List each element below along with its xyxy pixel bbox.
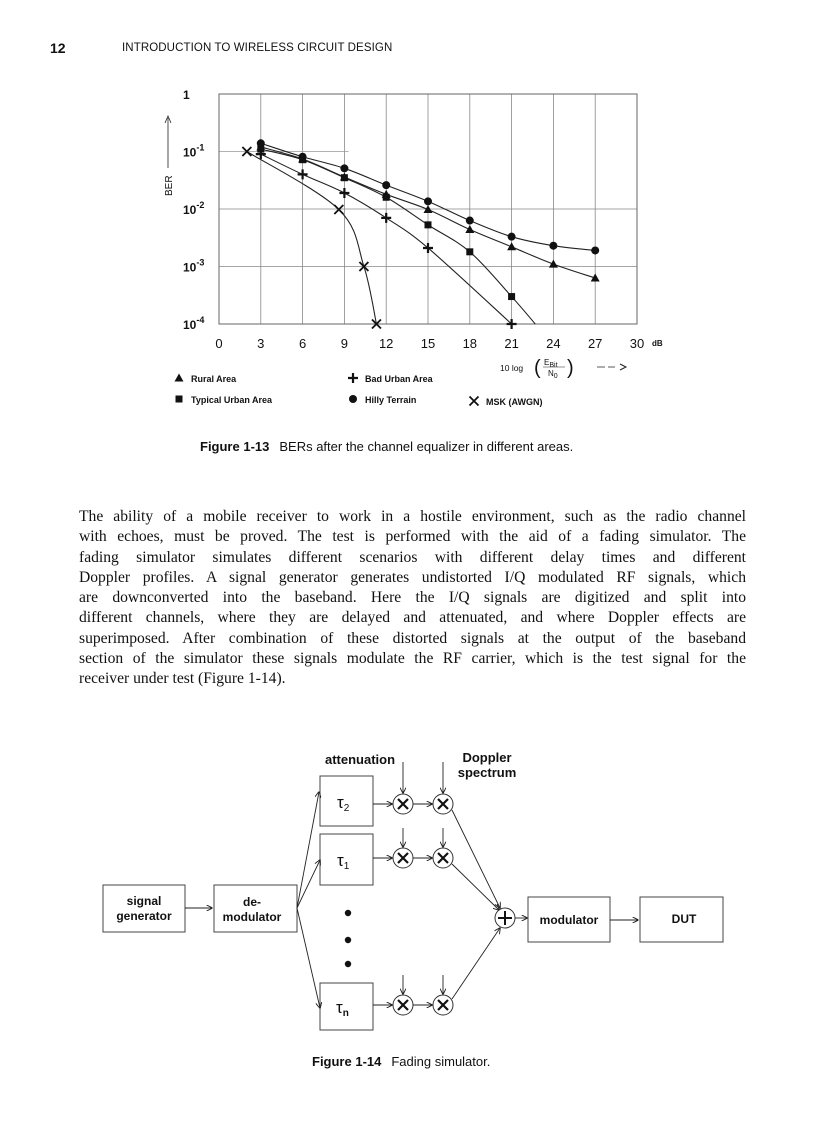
circle-marker — [549, 242, 557, 250]
x-tick-label: 3 — [257, 336, 265, 351]
fading-simulator-diagram — [0, 740, 816, 1050]
circle-marker — [382, 181, 390, 189]
body-line: different channels, where they are delayed and attenuated, and where Doppler effects are — [79, 609, 746, 627]
ellipsis-dot — [345, 937, 351, 943]
circle-marker — [591, 246, 599, 254]
body-line: Doppler profiles. A signal generator generates undistorted I/Q modulated RF signals, which — [79, 568, 746, 586]
chart-series — [242, 139, 599, 329]
body-line: superimposed. After combination of these distorted signals at the output of the baseband — [79, 629, 746, 647]
x-tick-label: 15 — [420, 336, 436, 351]
tau1-label: τ1 — [337, 851, 350, 872]
series-line — [247, 152, 377, 325]
body-paragraph — [79, 507, 746, 690]
plus-marker — [381, 213, 391, 223]
attenuation-label: attenuation — [324, 752, 396, 767]
chart-axes — [164, 88, 663, 380]
demodulator-label-2: modulator — [222, 910, 282, 924]
legend-label: Bad Urban Area — [365, 374, 433, 384]
legend-item — [349, 395, 416, 405]
circle-marker — [466, 217, 474, 225]
demodulator-label-1: de- — [243, 895, 261, 909]
y-tick-label: $10^{-4}$ — [183, 315, 205, 332]
x-axis-label-prefix: 10 log — [500, 363, 524, 373]
triangle-marker — [175, 374, 184, 382]
body-line: are downconverted into the baseband. Here the I/Q signals are digitized and split into — [79, 589, 746, 607]
multiplier-node — [433, 995, 453, 1015]
x-tick-label: 24 — [546, 336, 561, 351]
legend-label: Typical Urban Area — [191, 395, 273, 405]
x-axis-label-numerator: EBit — [544, 358, 558, 369]
x-tick-label: 12 — [378, 336, 394, 351]
doppler-label-2: spectrum — [457, 765, 517, 780]
figure-13-label: Figure 1-13 — [200, 439, 270, 454]
figure-13-caption-text: BERs after the channel equalizer in different areas. — [279, 439, 574, 454]
circle-marker — [349, 395, 357, 403]
signal-generator-label-1: signal — [126, 894, 162, 908]
ellipsis-dot — [345, 961, 351, 967]
figure-13-caption — [200, 439, 573, 454]
doppler-label-1: Doppler — [462, 750, 512, 765]
y-axis-label: BER — [164, 175, 175, 196]
square-marker — [508, 293, 515, 300]
tau2-label: τ2 — [337, 793, 350, 814]
body-line: The ability of a mobile receiver to work in a hostile environment, such as the radio channel — [79, 508, 746, 525]
ellipsis-dot — [345, 910, 351, 916]
arrow — [452, 864, 499, 910]
x-axis-label-denominator: N0 — [548, 369, 558, 380]
tau2-box — [320, 776, 373, 826]
legend-label: Rural Area — [191, 374, 237, 384]
circle-marker — [424, 197, 432, 205]
arrow — [452, 928, 500, 999]
y-tick-label: $10^{-3}$ — [183, 257, 205, 275]
x-tick-label: 21 — [504, 336, 519, 351]
body-line: receiver under test (Figure 1-14). — [79, 670, 286, 688]
multiplier-node — [433, 848, 453, 868]
body-line: with echoes, must be proved. The test is performed with the aid of a fading simulator. The — [79, 528, 746, 546]
arrow — [297, 792, 319, 908]
square-marker — [176, 396, 183, 403]
body-line: section of the simulator these signals modulate the RF carrier, which is the test signal for the — [79, 650, 746, 668]
legend-label: MSK (AWGN) — [486, 397, 543, 407]
multiplier-node — [393, 995, 413, 1015]
triangle-marker — [549, 260, 558, 268]
y-tick-label: $10^{-2}$ — [183, 200, 205, 217]
multiplier-node — [393, 794, 413, 814]
figure-14-label: Figure 1-14 — [312, 1054, 382, 1069]
figure-14-caption-text: Fading simulator. — [391, 1054, 491, 1069]
dut-label: DUT — [671, 912, 697, 926]
multiplier-node — [393, 848, 413, 868]
chart-legend — [175, 373, 543, 407]
x-marker — [470, 397, 479, 406]
paren-right: ) — [567, 357, 574, 379]
arrow — [452, 810, 500, 908]
circle-marker — [508, 233, 516, 241]
x-tick-label: 30 — [629, 336, 645, 351]
arrow — [297, 908, 320, 1008]
y-tick-label: 1 — [183, 88, 190, 102]
circle-marker — [299, 153, 307, 161]
x-tick-label: 6 — [298, 336, 307, 351]
y-tick-label: $10^{-1}$ — [183, 142, 205, 160]
circle-marker — [340, 164, 348, 172]
page-number: 12 — [50, 40, 66, 56]
paren-left: ( — [534, 357, 541, 379]
legend-item — [348, 373, 434, 384]
square-marker — [341, 174, 348, 181]
x-tick-label: 0 — [215, 336, 223, 351]
summer-node — [495, 908, 515, 928]
legend-item — [175, 374, 238, 385]
modulator-label: modulator — [539, 913, 599, 927]
x-tick-label: 9 — [340, 336, 349, 351]
x-tick-label: 18 — [462, 336, 478, 351]
legend-item — [470, 397, 543, 408]
x-marker — [334, 205, 343, 214]
taun-label: τn — [336, 998, 349, 1019]
arrow — [297, 860, 320, 908]
signal-generator-label-2: generator — [116, 909, 172, 923]
x-unit-label: dB — [652, 339, 663, 348]
body-line: fading simulator simulates different scenarios with different delay times and different — [79, 548, 746, 566]
ber-chart — [0, 0, 816, 430]
figure-14-caption — [312, 1054, 490, 1069]
square-marker — [383, 194, 390, 201]
circle-marker — [257, 139, 265, 147]
plus-marker — [298, 169, 308, 179]
x-tick-label: 27 — [587, 336, 603, 351]
triangle-marker — [507, 242, 516, 250]
legend-item — [176, 395, 274, 405]
x-axis-arrowhead — [620, 364, 626, 370]
plus-marker — [339, 188, 349, 198]
multiplier-node — [433, 794, 453, 814]
taun-box — [320, 983, 373, 1030]
running-header: INTRODUCTION TO WIRELESS CIRCUIT DESIGN — [122, 42, 393, 54]
triangle-marker — [465, 225, 474, 233]
legend-label: Hilly Terrain — [365, 395, 417, 405]
square-marker — [425, 221, 432, 228]
tau1-box — [320, 834, 373, 885]
square-marker — [466, 248, 473, 255]
plus-marker — [348, 373, 358, 383]
